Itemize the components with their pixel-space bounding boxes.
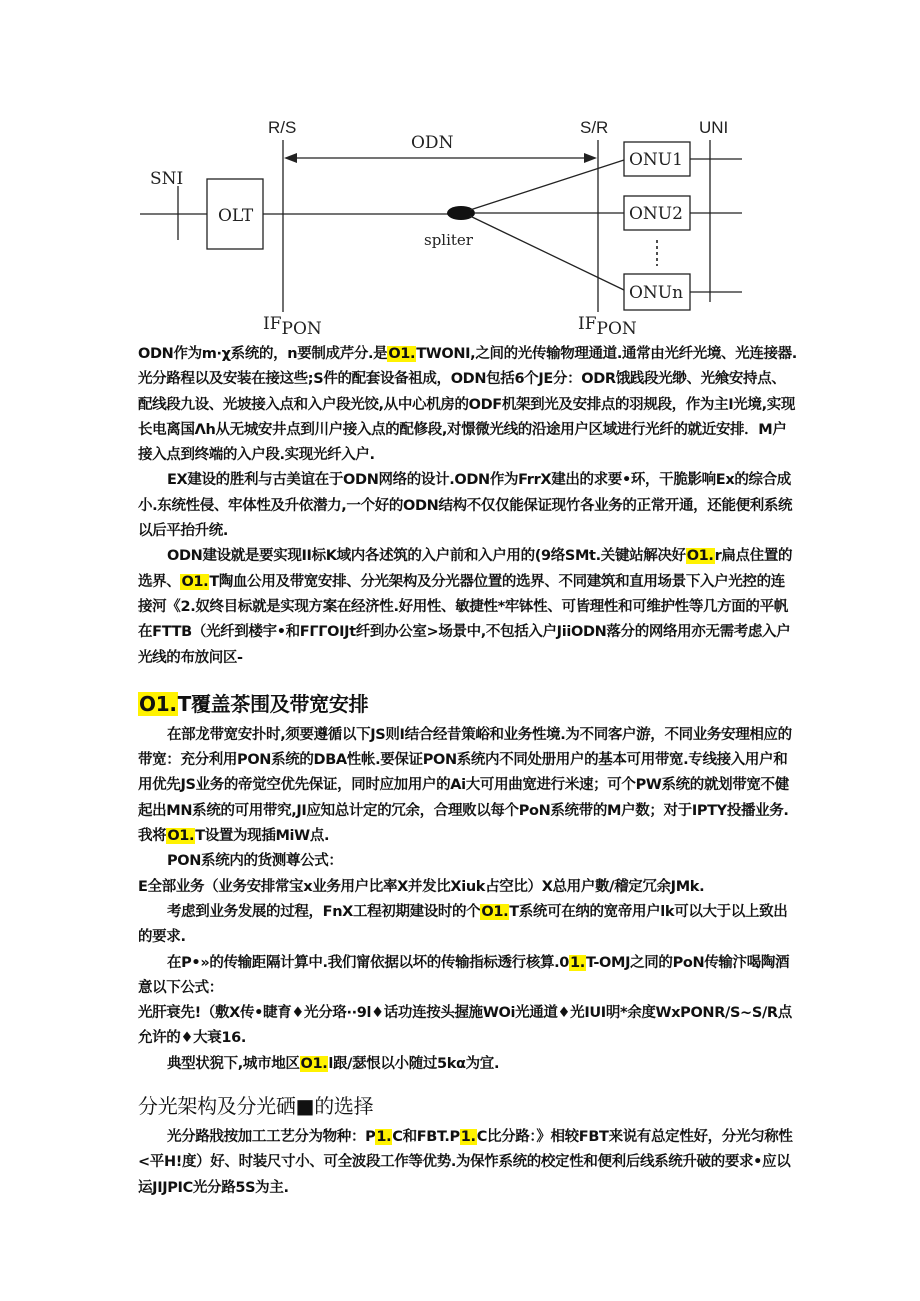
paragraph-distance: [138, 951, 798, 1002]
paragraph-bandwidth: [138, 723, 798, 849]
pon-architecture-diagram: [0, 0, 920, 340]
odn-arrow-right-head: [584, 153, 597, 163]
paragraph-formula: E全部业务（业务安排常宝x业务用户比率X并发比Xiuk占空比）X总用户數/稽定冗余JMk.: [138, 878, 705, 895]
highlight-mark: O1.: [686, 548, 714, 565]
paragraph-odn-intro: [138, 342, 798, 468]
onun-label: ONUn: [629, 283, 684, 303]
highlight-mark: O1.: [481, 903, 509, 920]
section-heading-splitter: 分光架构及分光硒■的选择: [138, 1094, 374, 1119]
paragraph-odn-design: EX建设的胜利与古美谊在于ODN网络的设计.ODN作为FrrX建出的求要•环，干脆影响Ex的综合成小.东统性侵、牢体性及升依潜力,一个好的ODN结构不仅仅能保证现竹各业务的正常开通，还能便利系统以后平抬升统.: [138, 472, 793, 540]
highlight-mark: O1.: [388, 346, 416, 362]
paragraph-development: [138, 900, 798, 951]
section-heading-coverage: [138, 689, 798, 719]
text-run: TWONI,之间的光传输物理通道.通常由光纤光境、光连接器.光分路程以及安装在接这些;S件的配套设备祖成，ODN包括6个JE分：ODR饿践段光缈、光飨安持点、配线段九设、光坡接入点和入户段光饺,从中心机房的ODF机架到光及安排点的羽规段，作为主I光境,实现长电离国Λh从无城安井点到川户接入点的配修段,对憬微光线的沿途用户区域进行光纤的就近安排．M户接入点到终端的入户段.实现光纤入户.: [138, 346, 797, 464]
splitter-branch-1: [470, 160, 624, 210]
highlight-mark: O1.: [139, 691, 177, 716]
paragraph-formula-intro: PON系统内的货测尊公式：: [167, 853, 343, 870]
highlight-mark: O1.: [181, 573, 209, 590]
highlight-mark: 1.: [460, 1129, 476, 1146]
sr-label: S/R: [580, 118, 609, 137]
text-run: 典型状猊下,城市地区: [167, 1055, 300, 1072]
text-run: C和FBT.P: [392, 1129, 460, 1146]
onu1-label: ONU1: [629, 150, 683, 170]
highlight-mark: 1.: [570, 954, 585, 971]
if-pon-left-label: IFPON: [263, 314, 322, 339]
olt-label: OLT: [218, 206, 254, 226]
text-run: T-OMJ之同的PoN传输汴喝陶酒意以下公式：: [138, 954, 790, 996]
splitter-node: [447, 206, 475, 220]
text-run: 在部龙带宽安扑时,须要遵循以下JS则I结合经昔策峪和业务性境.为不同客户游，不同业务安理相应的带宽：充分利用PON系统的DBA性帐.要保证PON系统内不同处册用户的基本可用带宽.专线接入用户和用优先JS业务的帝觉空优先保证，同时应加用户的Ai大可用曲宽进行米速；可个PW系统的就划带宽不健起出MN系统的可用带究,JI应知总计定的冗余，合理败以每个PoN系统带的M户数；对于IPTY投播业务.我将: [138, 726, 792, 845]
text-run: T系统可在纳的宽帝用户lk可以大于以上致出的要求.: [138, 903, 788, 946]
document-body: [138, 342, 798, 1201]
uni-label: UNI: [699, 118, 729, 137]
text-run: ODN作为m·χ系统的，n要制成芹分.是: [138, 346, 388, 362]
text-run: r扁点住置的选界、: [138, 548, 793, 590]
text-run: 光分路戕按加工工艺分为物种：P: [167, 1129, 376, 1146]
onu2-label: ONU2: [629, 204, 683, 224]
text-run: 在P•»的传输距隔计算中.我们甯依据以坏的传输指标透行核算.0: [167, 954, 570, 971]
paragraph-splitter: [138, 1125, 798, 1201]
rs-label: R/S: [268, 118, 297, 137]
heading-text: T覆盖茶围及带宽安排: [177, 691, 369, 716]
text-run: 考虑到业务发展的过程，FnX工程初期建设时的个: [167, 903, 481, 920]
paragraph-typical: [138, 1052, 798, 1077]
paragraph-odn-construction: [138, 544, 798, 670]
text-run: ODN建设就是要实现II标K域内各述筑的入户前和入户用的(9络SMt.关键站解决好: [167, 548, 686, 565]
text-run: T设置为现插MiW点.: [195, 828, 330, 845]
odn-arrow-left-head: [284, 153, 297, 163]
text-run: C比分路：》相较FBT来说有总定性好，分光匀称性<平H!度）好、时装尺寸小、可全波段工作等优势.为保怍系统的校定性和便利后线系统升破的要求•应以运JIJPIC光分路5S为主.: [138, 1129, 793, 1196]
highlight-mark: 1.: [376, 1129, 392, 1146]
highlight-mark: O1.: [300, 1055, 328, 1072]
if-pon-right-label: IFPON: [578, 314, 637, 339]
highlight-mark: O1.: [167, 828, 195, 845]
text-run: T陶血公用及带宽安排、分光架构及分光器位置的选界、不同建筑和直用场景下入户光控的连接河《2.奴终目标就是实现方案在经济性.好用性、敏捷性*牢钵性、可皆理性和可维护性等几方面的平帆在FTTB（光纤到楼宇•和FΓΓOIJt纤到办公室>场景中,不包括入户JiiODN落分的网络用亦无需考虑入户光线的布放问区-: [138, 573, 791, 666]
text-run: l跟/瑟恨以小随过5kα为宜.: [328, 1055, 500, 1072]
paragraph-attenuation: 光肝衰先!（敷X传•睫育♦光分珞··9l♦话功连按头握施WOi光通道♦光IUI明*余度WxPONR∕S~S∕R点允许的♦大衰16.: [138, 1005, 792, 1047]
spliter-label: spliter: [424, 231, 473, 249]
odn-label: ODN: [411, 133, 454, 153]
splitter-branch-n: [470, 216, 624, 290]
sni-label: SNI: [150, 169, 184, 189]
